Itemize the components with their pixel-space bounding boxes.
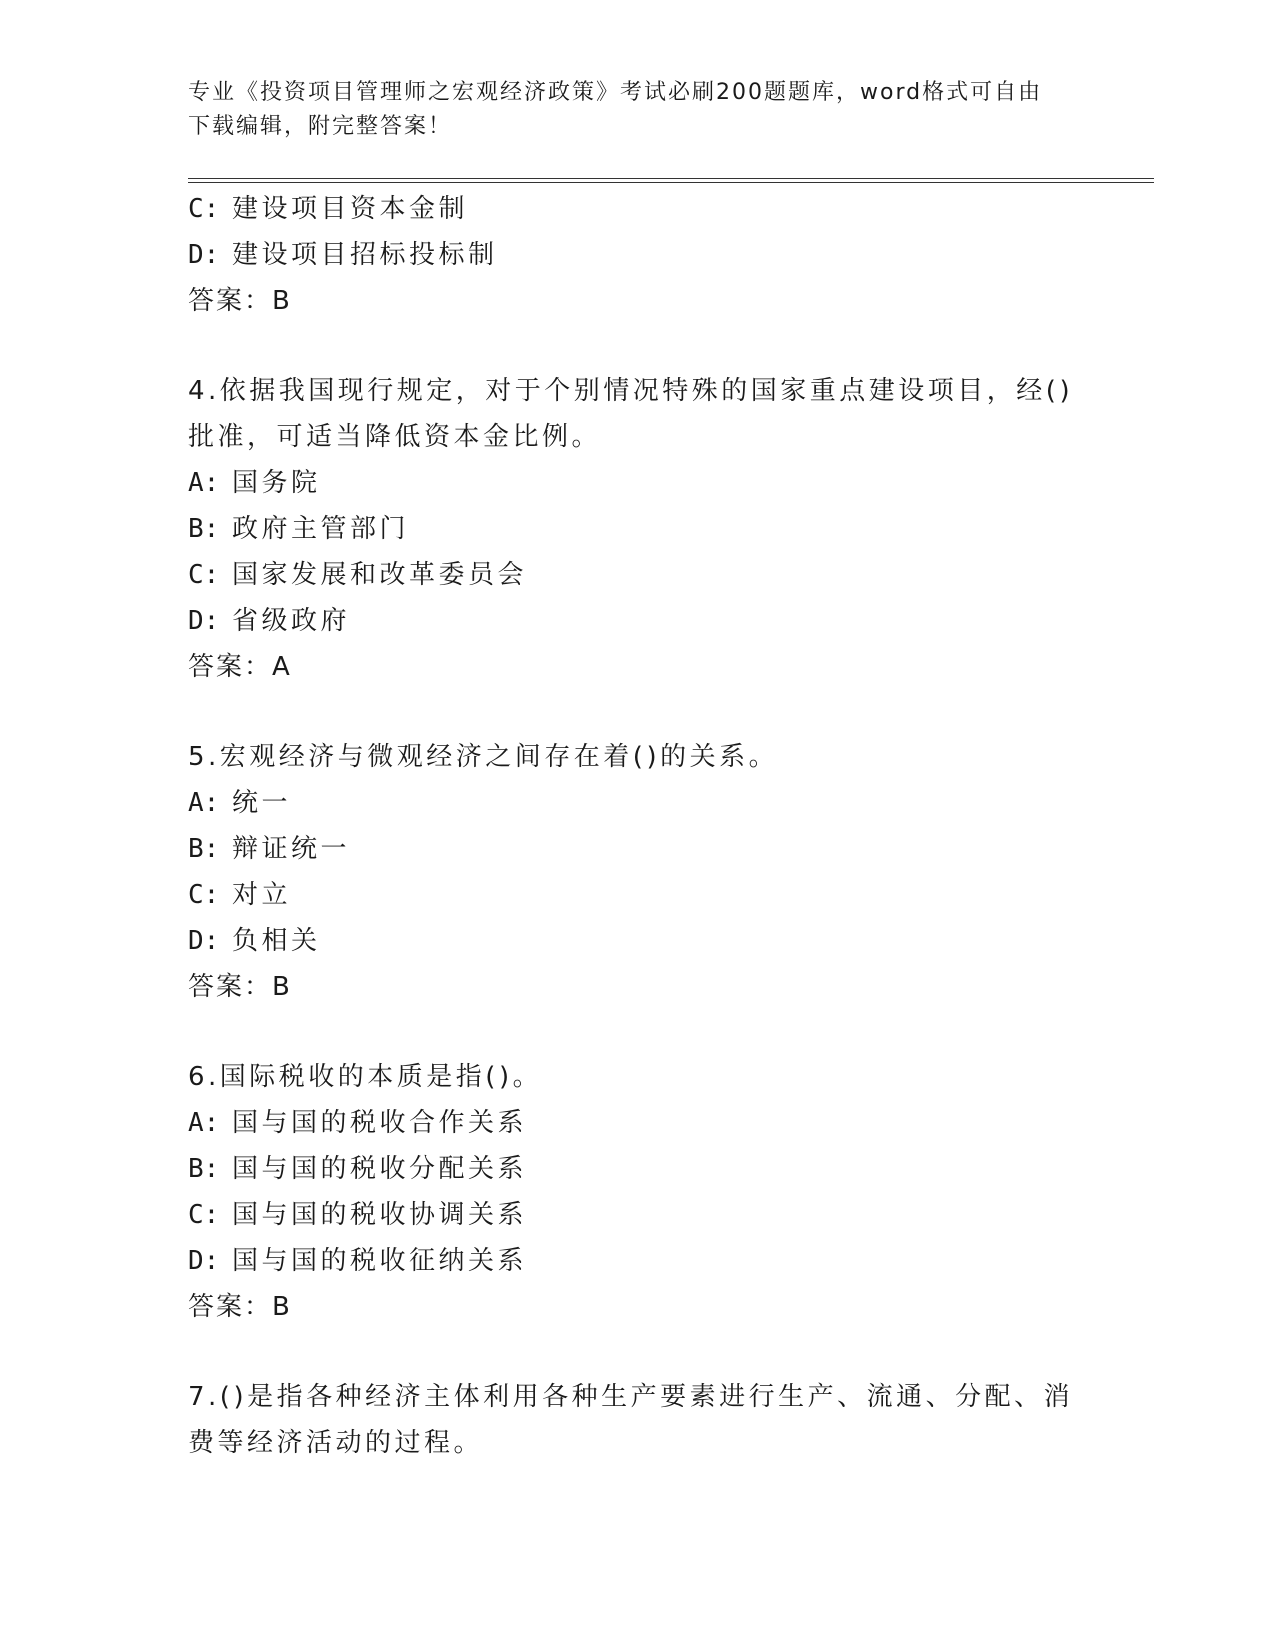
question-3-continued (188, 186, 1108, 324)
header-title-line-2: 下载编辑，附完整答案！ (188, 114, 453, 139)
option-c: C: 国与国的税收协调关系 (188, 1200, 528, 1230)
question-7 (188, 1374, 1108, 1466)
question-stem: 6.国际税收的本质是指()。 (188, 1062, 543, 1092)
header-title-line-1: 专业《投资项目管理师之宏观经济政策》考试必刷200题题库，word格式可自由 (188, 80, 1043, 105)
answer-line: 答案：A (188, 652, 292, 682)
question-stem: 7.()是指各种经济主体利用各种生产要素进行生产、流通、分配、消 (188, 1382, 1074, 1412)
option-a: A: 统一 (188, 788, 292, 818)
question-stem: 4.依据我国现行规定，对于个别情况特殊的国家重点建设项目，经() (188, 376, 1074, 406)
question-5 (188, 734, 1108, 1010)
option-c: C: 建设项目资本金制 (188, 194, 469, 224)
option-d: D: 国与国的税收征纳关系 (188, 1246, 528, 1276)
option-c: C: 对立 (188, 880, 292, 910)
option-d: D: 负相关 (188, 926, 321, 956)
header-divider-top (188, 178, 1154, 179)
option-d: D: 建设项目招标投标制 (188, 240, 498, 270)
document-header (188, 76, 1068, 144)
question-6 (188, 1054, 1108, 1330)
question-stem: 5.宏观经济与微观经济之间存在着()的关系。 (188, 742, 779, 772)
question-content (188, 186, 1108, 1466)
header-divider-bottom (188, 182, 1154, 183)
option-a: A: 国务院 (188, 468, 321, 498)
option-d: D: 省级政府 (188, 606, 351, 636)
option-b: B: 辩证统一 (188, 834, 351, 864)
question-4 (188, 368, 1108, 690)
answer-line: 答案：B (188, 1292, 292, 1322)
question-stem: 批准，可适当降低资本金比例。 (188, 422, 602, 452)
option-b: B: 国与国的税收分配关系 (188, 1154, 528, 1184)
answer-line: 答案：B (188, 972, 292, 1002)
option-b: B: 政府主管部门 (188, 514, 410, 544)
question-stem: 费等经济活动的过程。 (188, 1428, 484, 1458)
option-c: C: 国家发展和改革委员会 (188, 560, 528, 590)
answer-line: 答案：B (188, 286, 292, 316)
option-a: A: 国与国的税收合作关系 (188, 1108, 528, 1138)
